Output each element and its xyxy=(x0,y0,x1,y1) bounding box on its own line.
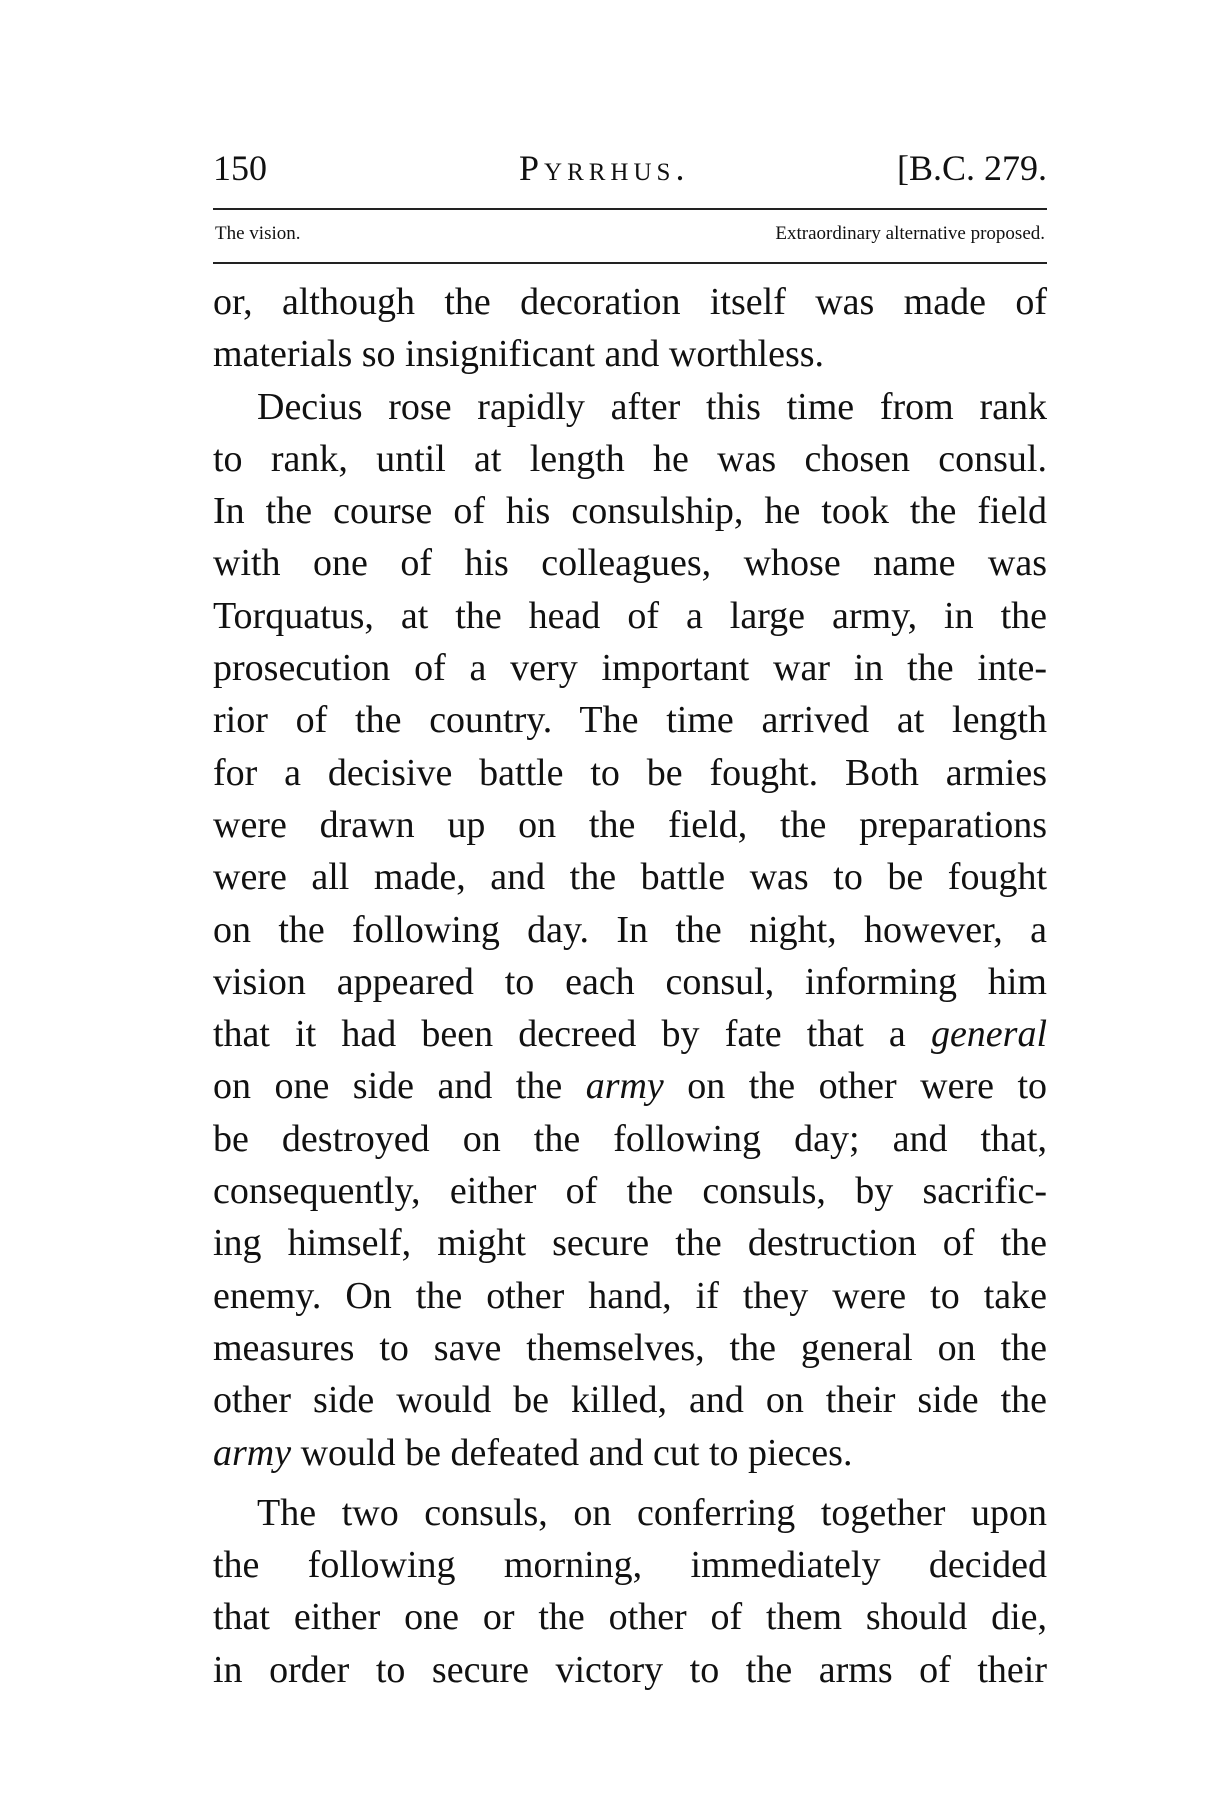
text-line: were all made, and the battle was to be fought xyxy=(213,856,1047,899)
text-run: on the other were to xyxy=(687,1065,1048,1108)
text-line: prosecution of a very important war in the inte- xyxy=(213,647,1047,690)
text-line: were drawn up on the field, the preparations xyxy=(213,803,1047,846)
text-line: to rank, until at length he was chosen consul. xyxy=(213,437,1047,480)
text-line xyxy=(213,1427,1047,1479)
text-line: with one of his colleagues, whose name was xyxy=(213,542,1047,585)
book-title: Pyrrhus. xyxy=(519,148,690,188)
text-run: would be defeated and cut to pieces. xyxy=(300,1431,853,1474)
text-line: or, although the decoration itself was made of xyxy=(213,281,1047,323)
page-number: 150 xyxy=(213,148,267,188)
text-line: rior of the country. The time arrived at length xyxy=(213,699,1047,742)
text-line: be destroyed on the following day; and that, xyxy=(213,1117,1047,1160)
text-line: that either one or the other of them should die, xyxy=(213,1596,1047,1639)
running-head xyxy=(213,143,1047,193)
text-line: Torquatus, at the head of a large army, in the xyxy=(213,594,1047,637)
text-line: other side would be killed, and on their side the xyxy=(213,1379,1047,1422)
text-line: on the following day. In the night, however, a xyxy=(213,908,1047,951)
italic-word: army xyxy=(213,1431,292,1474)
date-reference: [B.C. 279. xyxy=(896,148,1047,188)
text-line: The two consuls, on conferring together upon xyxy=(257,1491,1047,1534)
text-line: materials so insignificant and worthless. xyxy=(213,333,825,376)
header-rule-top xyxy=(213,208,1047,210)
side-notes xyxy=(213,216,1047,252)
text-run: that it had been decreed by fate that a xyxy=(213,1013,906,1056)
italic-word: army xyxy=(585,1065,664,1108)
text-line: measures to save themselves, the general on the xyxy=(213,1326,1047,1369)
text-line: enemy. On the other hand, if they were to take xyxy=(213,1274,1047,1317)
header-rule-bottom xyxy=(213,262,1047,264)
text-line: the following morning, immediately decided xyxy=(213,1544,1047,1587)
text-line: vision appeared to each consul, informing him xyxy=(213,960,1047,1003)
text-line: in order to secure victory to the arms of their xyxy=(213,1648,1047,1691)
text-line xyxy=(213,1008,1047,1060)
text-line: consequently, either of the consuls, by sacrific- xyxy=(213,1170,1047,1213)
italic-word: general xyxy=(930,1013,1048,1056)
side-note-right: Extraordinary alternative proposed. xyxy=(775,223,1045,244)
text-line xyxy=(213,1060,1047,1112)
text-line: for a decisive battle to be fought. Both armies xyxy=(213,751,1047,794)
side-note-left: The vision. xyxy=(215,223,301,244)
text-run: on one side and the xyxy=(213,1065,563,1108)
text-line: ing himself, might secure the destruction of the xyxy=(213,1222,1047,1265)
text-line: Decius rose rapidly after this time from rank xyxy=(257,385,1047,428)
text-line: In the course of his consulship, he took the field xyxy=(213,490,1047,533)
body-text xyxy=(213,276,1047,1696)
paragraph-gap xyxy=(213,1479,1047,1487)
